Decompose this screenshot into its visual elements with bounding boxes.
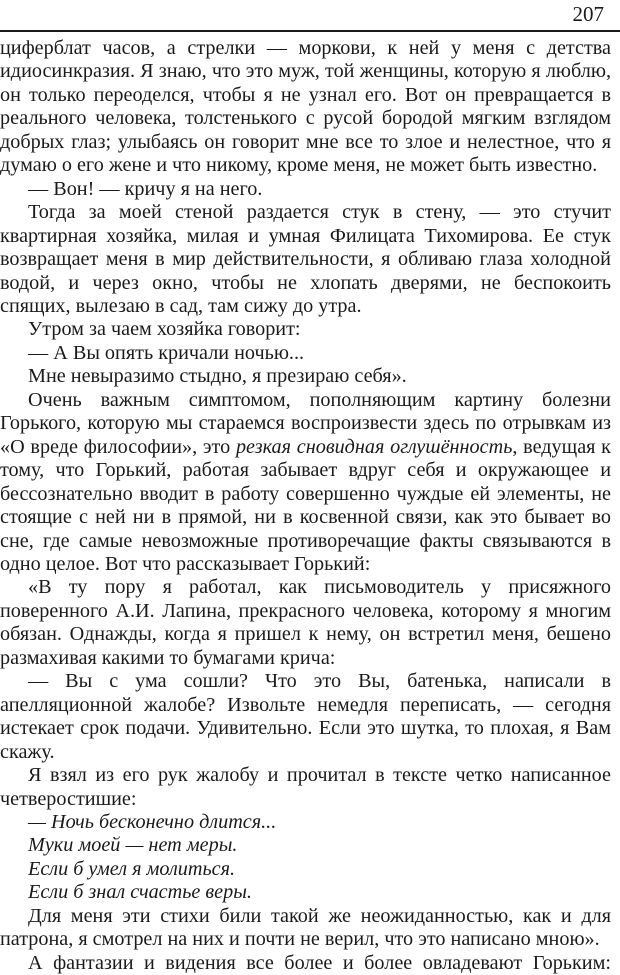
paragraph: — Вы с ума сошли? Что это Вы, батенька, написали в апелляционной жалобе? Извольте немедля переписать, — сегодня истекает срок подачи. Удивительно. Если это шутка, то плохая, я Вам скажу. — [0, 670, 611, 763]
emphasis-text: резкая сновидная оглушённость — [235, 435, 513, 458]
paragraph: «В ту пору я работал, как письмоводитель у присяжного поверенного А.И. Лапина, прекрасного человека, которому я многим обязан. Однажды, когда я пришел к нему, он встретил меня, бешено размахивая какими то бумагами крича: — [0, 576, 611, 669]
paragraph-text: , ведущая к тому, что Горький, работая забывает вдруг себя и окружающее и бессознательно вводит в работу совершенно чуждые ей элементы, не стоящие с ней ни в прямой, ни в косвенной связи, как это бывает во сне, где самые невозможные противоречащие факты связываются в одно целое. Вот что рассказывает Горький: — [0, 435, 611, 575]
paragraph — [0, 389, 611, 577]
paragraph: Для меня эти стихи били такой же неожиданностью, как и для патрона, я смотрел на них и почти не верил, что это написано мною». — [0, 904, 611, 951]
paragraph: — Вон! — кричу я на него. — [28, 177, 263, 200]
paragraph: Тогда за моей стеной раздается стук в стену, — это стучит квартирная хозяйка, милая и умная Филицата Тихомирова. Ее стук возвращает меня в мир действительности, я обливаю глаза холодной водой, и через окно, чтобы не хлопать дверями, не беспокоить спящих, вылезаю в сад, там сижу до утра. — [0, 201, 611, 317]
paragraph: Я взял из его рук жалобу и прочитал в тексте четко написанное четверостишие: — [0, 764, 611, 810]
verse-line: Если б умел я молиться. — [28, 857, 236, 880]
body-text — [0, 37, 611, 975]
page-number: 207 — [572, 2, 604, 26]
paragraph: циферблат часов, а стрелки — моркови, к ней у меня с детства идиосинкразия. Я знаю, что это муж, той женщины, которую я люблю, он только переоделся, чтобы я не узнал его. Вот он превращается в реального человека, толстенького с русой бородой мягким взглядом добрых глаз; улыбаясь он говорит мне все то злое и нелестное, что я думаю о его жене и что никому, кроме меня, не может быть известно. — [0, 37, 611, 177]
header-rule — [0, 30, 620, 32]
paragraph: — А Вы опять кричали ночью... — [28, 341, 305, 364]
paragraph-text: Очень важным симптомом, пополняющим картину болезни Горького, которую мы стараемся воспроизвести здесь по отрывкам из «О вреде философии», это — [0, 388, 611, 458]
verse-line: Если б знал счастье веры. — [28, 881, 252, 904]
paragraph: Утром за чаем хозяйка говорит: — [28, 318, 301, 341]
verse-line: — Ночь бесконечно длится... — [28, 810, 277, 833]
paragraph: Мне невыразимо стыдно, я презираю себя». — [28, 365, 407, 388]
verse-line: Муки моей — нет меры. — [28, 834, 238, 857]
paragraph: А фантазии и видения все более и более овладевают Горьким: — [28, 951, 611, 974]
